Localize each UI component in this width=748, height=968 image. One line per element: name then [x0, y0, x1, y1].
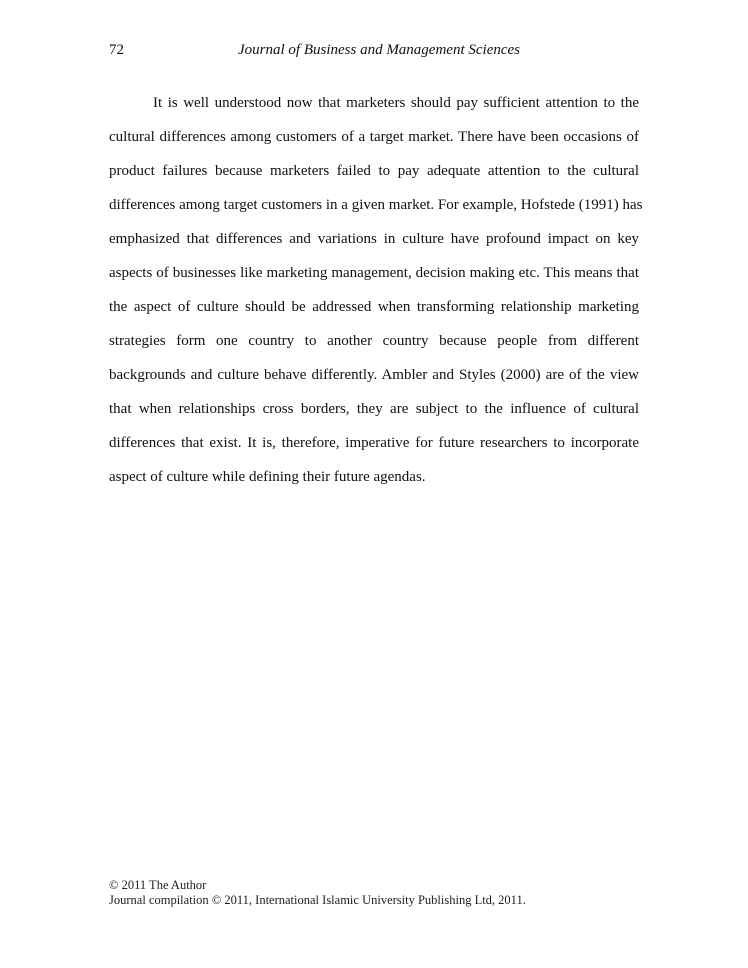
copyright-notice: © 2011 The Author	[109, 878, 207, 892]
paragraph-line: the aspect of culture should be addressed when transforming relationship marketing	[109, 299, 639, 315]
paragraph-line: cultural differences among customers of a target market. There have been occasions of	[109, 129, 639, 145]
paragraph-line: differences among target customers in a given market. For example, Hofstede (1991) has	[109, 197, 643, 213]
compilation-notice: Journal compilation © 2011, International Islamic University Publishing Ltd, 2011.	[109, 893, 526, 907]
paragraph-line: backgrounds and culture behave differently. Ambler and Styles (2000) are of the view	[109, 367, 639, 383]
page-number: 72	[109, 42, 124, 58]
body-paragraph	[109, 86, 643, 494]
paragraph-line: strategies form one country to another country because people from different	[109, 333, 639, 349]
paragraph-line: product failures because marketers failed to pay adequate attention to the cultural	[109, 163, 639, 179]
paragraph-line: It is well understood now that marketers should pay sufficient attention to the	[153, 95, 639, 111]
paragraph-line: that when relationships cross borders, they are subject to the influence of cultural	[109, 401, 639, 417]
page-footer	[109, 878, 526, 908]
running-head	[109, 42, 639, 66]
paragraph-line: emphasized that differences and variations in culture have profound impact on key	[109, 231, 639, 247]
journal-title: Journal of Business and Management Sciences	[237, 42, 521, 58]
paragraph-line: aspects of businesses like marketing management, decision making etc. This means that	[109, 265, 639, 281]
paragraph-line: differences that exist. It is, therefore, imperative for future researchers to incorporate	[109, 435, 639, 451]
paragraph-line: aspect of culture while defining their future agendas.	[109, 469, 426, 485]
